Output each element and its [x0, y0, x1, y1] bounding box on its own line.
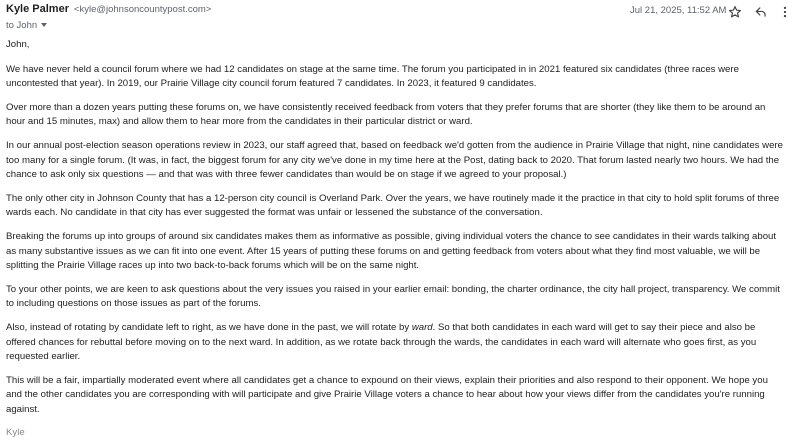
chevron-down-icon[interactable]: [41, 23, 47, 27]
paragraph-rotation: [6, 321, 784, 365]
recipient-label: to John: [6, 20, 38, 31]
paragraph-voter-feedback: Over more than a dozen years putting these forums on, we have consistently received feedback from voters that they prefer forums that are shorter (they like them to be around an hour and 15 minutes, max) and allow them to hear more from the candidates in their particular district or ward.: [6, 101, 766, 128]
rotation-text-end: . So that both candidates in each ward will get to say their piece and also be offered chances for rebuttal before moving on to the next ward. In addition, as we rotate back through the wards, the candidates in each ward will alternate who goes first, as you requested earlier.: [6, 321, 757, 363]
paragraph-forum-history: We have never held a council forum where we had 12 candidates on stage at the same time. The forum you participated in in 2021 featured six candidates (three races were uncontested that year). In 2019, our Prairie Village city council forum featured 7 candidates. In 2023, it featured 9 candidates.: [6, 63, 739, 90]
star-button[interactable]: [726, 3, 744, 21]
sender-email: <kyle@johnsoncountypost.com>: [73, 4, 212, 15]
more-vertical-icon: [778, 5, 792, 19]
paragraph-overland-park: The only other city in Johnson County that has a 12-person city council is Overland Park. Over the years, we have routinely made it the practice in that city to hold split forums of three wards each. No candidate in that city has ever suggested the format was unfair or lessened the substance of the conversation.: [6, 192, 780, 219]
rotation-emphasis: ward: [411, 321, 433, 333]
message-date: Jul 21, 2025, 11:52 AM: [630, 5, 727, 16]
sender-line: [6, 3, 211, 15]
rotation-text-start: Also, instead of rotating by candidate left to right, as we have done in the past, we will rotate by: [6, 321, 412, 333]
paragraph-issues: To your other points, we are keen to ask questions about the very issues you raised in your earlier email: bonding, the charter ordinance, the city hall project, transparency. We commit to including questions on those issues as part of the forums.: [6, 283, 780, 310]
signature: Kyle: [6, 427, 25, 439]
more-options-button[interactable]: [776, 3, 794, 21]
paragraph-closing: This will be a fair, impartially moderated event where all candidates get a chance to expound on their views, explain their priorities and also respond to their opponent. We hope you and the other candidates you are corresponding with will participate and give Prairie Village voters a chance to hear about how your views differ from the candidates you're running against.: [6, 374, 768, 415]
reply-button[interactable]: [752, 3, 770, 21]
message-body: [6, 38, 784, 441]
sender-name[interactable]: Kyle Palmer: [6, 3, 69, 15]
recipient-line[interactable]: [6, 20, 47, 31]
paragraph-split-forums: Breaking the forums up into groups of around six candidates makes them as informative as possible, giving individual voters the chance to see candidates in their wards talking about as many substantive issues as we can fit into one event. After 15 years of putting these forums on and getting feedback from voters about what they find most valuable, we will be splitting the Prairie Village races up into two back-to-back forums which will be on the same night.: [6, 230, 777, 272]
reply-icon: [754, 5, 768, 19]
paragraph-operations-review: In our annual post-election season operations review in 2023, our staff agreed that, based on feedback we'd gotten from the audience in Prairie Village that night, nine candidates were too many for a single forum. (It was, in fact, the biggest forum for any city we've done in my time here at the Post, dating back to 2020. That forum lasted nearly two hours. We had the chance to ask only six questions — and that was with three fewer candidates than would be on stage if we agreed to your proposal.): [6, 139, 783, 181]
star-icon: [728, 5, 742, 19]
greeting: John,: [6, 39, 30, 50]
message-header: [6, 3, 786, 35]
